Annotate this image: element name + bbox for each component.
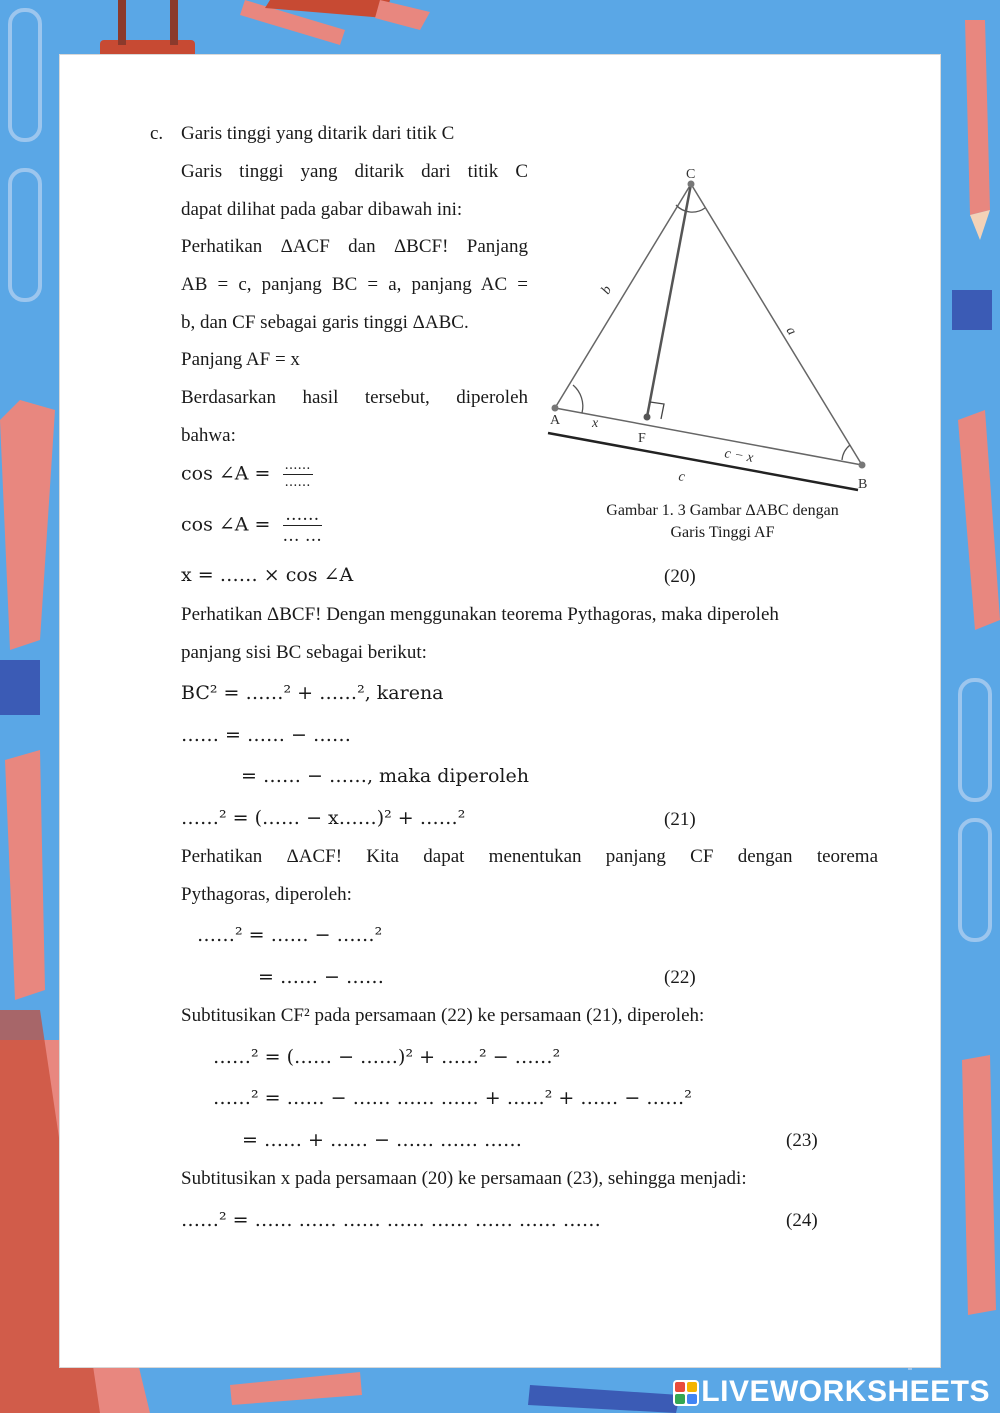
brand-text: LIVEWORKSHEETS: [701, 1375, 990, 1408]
label-segment-x: x: [592, 416, 599, 431]
binder-clip-icon: [0, 660, 40, 715]
angle-a-arc: [573, 385, 583, 413]
paragraph-line: Panjang AF = x: [181, 349, 300, 370]
x-equation[interactable]: x = …… × cos ∠A: [181, 564, 354, 586]
paragraph-line: Pythagoras, diperoleh:: [181, 884, 352, 905]
equation-number: (24): [786, 1210, 818, 1231]
label-point-f: F: [638, 431, 646, 446]
pencil-icon: [958, 410, 1000, 630]
figure-caption-line-1: Gambar 1. 3 Gambar ΔABC dengan: [606, 502, 839, 519]
label-segment-c: c: [677, 469, 687, 486]
triangle-figure: [540, 160, 880, 500]
paragraph-line: Perhatikan ΔACF! Kita dapat menentukan panjang CF dengan teorema: [181, 846, 878, 867]
binder-clip-icon: [952, 290, 992, 330]
equation-22-line-2[interactable]: = …… − ……: [258, 966, 384, 988]
equation-24[interactable]: ……² = …… …… …… …… …… …… …… ……: [181, 1209, 601, 1231]
fraction-denominator-blank[interactable]: … …: [282, 526, 322, 546]
pencil-icon: [528, 1385, 680, 1413]
paragraph-line: panjang sisi BC sebagai berikut:: [181, 642, 427, 663]
fraction-numerator-blank[interactable]: ……: [284, 458, 311, 473]
equation-number: (23): [786, 1130, 818, 1151]
substitution-text-1: Subtitusikan CF² pada persamaan (22) ke persamaan (21), diperoleh:: [181, 1005, 705, 1026]
paragraph-line: Berdasarkan hasil tersebut, diperoleh: [181, 387, 528, 408]
equation-number: (22): [664, 967, 696, 988]
label-side-a: a: [782, 324, 800, 339]
pencil-icon: [5, 750, 45, 1000]
paragraph-line: dapat dilihat pada gabar dibawah ini:: [181, 199, 463, 220]
equation-number: (20): [664, 566, 696, 587]
pencil-icon: [0, 400, 55, 650]
fraction-numerator-blank[interactable]: ……: [283, 505, 322, 526]
angle-b-arc: [842, 445, 850, 460]
pencil-icon: [962, 1055, 996, 1315]
angle-c-arc: [676, 205, 705, 212]
equation-23-line-2[interactable]: ……² = …… − …… …… …… + ……² + …… − ……²: [213, 1087, 692, 1109]
liveworksheets-icon: [673, 1380, 699, 1406]
paragraph-line: Garis tinggi yang ditarik dari titik C: [181, 161, 528, 182]
label-vertex-b: B: [858, 477, 868, 492]
cos-equation-2: cos ∠A = $\frac{\dots\dots}{\dots \dots}$: [181, 505, 322, 546]
label-segment-cx: c − x: [723, 446, 755, 466]
substitution-text-2: Subtitusikan x pada persamaan (20) ke persamaan (23), sehingga menjadi:: [181, 1168, 747, 1189]
side-bc: [691, 184, 862, 465]
equation-23-line-1[interactable]: ……² = (…… − ……)² + ……² − ……²: [213, 1046, 561, 1068]
equation-22-line-1[interactable]: ……² = …… − ……²: [197, 924, 383, 946]
equation-number: (21): [664, 809, 696, 830]
dots-equation-2[interactable]: = …… − ……, maka diperoleh: [241, 765, 529, 787]
liveworksheets-logo[interactable]: [673, 1375, 990, 1409]
equation-21[interactable]: ……² = (…… − x……)² + ……²: [181, 807, 466, 829]
side-ab: [555, 408, 862, 465]
list-marker: c.: [150, 123, 164, 144]
label-vertex-c: C: [686, 167, 696, 182]
paragraph-line: Perhatikan ΔBCF! Dengan menggunakan teorema Pythagoras, maka diperoleh: [181, 604, 779, 625]
section-heading: Garis tinggi yang ditarik dari titik C: [181, 123, 455, 144]
paragraph-line: b, dan CF sebagai garis tinggi ΔABC.: [181, 312, 469, 333]
paragraph-line: Perhatikan ΔACF dan ΔBCF! Panjang: [181, 236, 528, 257]
figure-caption-line-2: Garis Tinggi AF: [670, 524, 775, 541]
cos-equation-1: cos ∠A = $\frac{\dots\dots}{\dots\dots}$: [181, 458, 311, 490]
bc-equation[interactable]: BC² = ……² + ……², karena: [181, 682, 444, 704]
label-vertex-a: A: [550, 413, 561, 428]
dots-equation-1[interactable]: …… = …… − ……: [181, 724, 351, 746]
paragraph-line: AB = c, panjang BC = a, panjang AC =: [181, 274, 528, 295]
paragraph-line: bahwa:: [181, 425, 236, 446]
equation-23-line-3[interactable]: = …… + …… − …… …… ……: [242, 1129, 523, 1151]
pencil-icon: [230, 1372, 362, 1405]
pencil-icon: [965, 20, 990, 215]
side-c-line: [548, 433, 858, 490]
fraction-denominator-blank[interactable]: ……: [284, 475, 311, 490]
label-side-b: b: [598, 283, 616, 298]
